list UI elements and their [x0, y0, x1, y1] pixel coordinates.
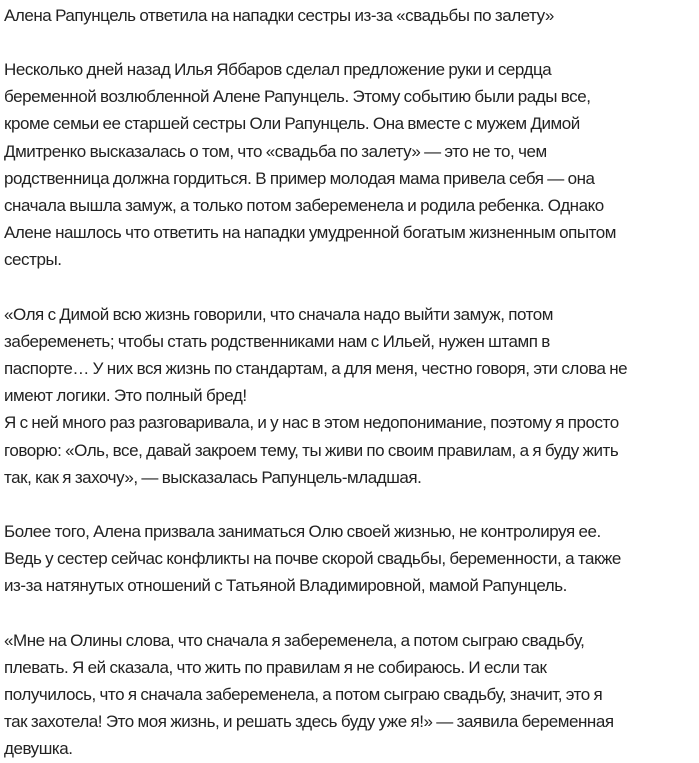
paragraph-2-quote [4, 301, 699, 491]
spacer [4, 274, 699, 301]
text-line: имеют логики. Это полный бред! [4, 386, 247, 406]
text-line: девушка. [4, 739, 73, 759]
text-line: родственница должна гордиться. В пример молодая мама привела себя — она [4, 168, 595, 188]
text-line: беременной возлюбленной Алене Рапунцель. Этому событию были рады все, [4, 87, 591, 107]
article-title: Алена Рапунцель ответила на нападки сестры из-за «свадьбы по залету» [4, 6, 554, 25]
text-line: сестры. [4, 250, 62, 270]
text-line: Более того, Алена призвала заниматься Олю своей жизнью, не контролируя ее. [4, 522, 601, 542]
text-line: так захотела! Это моя жизнь, и решать здесь буду уже я!» — заявила беременная [4, 712, 614, 732]
paragraph-3 [4, 518, 699, 600]
text-line: из-за натянутых отношений с Татьяной Владимировной, мамой Рапунцель. [4, 576, 567, 596]
text-line: «Мне на Олины слова, что сначала я забеременела, а потом сыграю свадьбу, [4, 630, 585, 650]
paragraph-4-quote [4, 627, 699, 763]
paragraph-1 [4, 56, 699, 274]
text-line: паспорте… У них вся жизнь по стандартам, а для меня, честно говоря, эти слова не [4, 359, 628, 379]
text-line: Дмитренко высказалась о том, что «свадьба по залету» — это не то, чем [4, 141, 547, 161]
text-line: Ведь у сестер сейчас конфликты на почве скорой свадьбы, беременности, а также [4, 549, 621, 569]
text-line: «Оля с Димой всю жизнь говорили, что сначала надо выйти замуж, потом [4, 304, 554, 324]
text-line: Я с ней много раз разговаривала, и у нас в этом недопонимание, поэтому я просто [4, 413, 619, 433]
text-line: сначала вышла замуж, а только потом забеременела и родила ребенка. Однако [4, 196, 604, 216]
text-line: плевать. Я ей сказала, что жить по правилам я не собираюсь. И если так [4, 657, 547, 677]
spacer [4, 600, 699, 627]
text-line: Несколько дней назад Илья Яббаров сделал предложение руки и сердца [4, 60, 552, 79]
text-line: кроме семьи ее старшей сестры Оли Рапунцель. Она вместе с мужем Димой [4, 114, 580, 134]
text-line: так, как я захочу», — высказалась Рапунцель-младшая. [4, 467, 422, 487]
text-line: Алене нашлось что ответить на нападки умудренной богатым жизненным опытом [4, 223, 617, 243]
spacer [4, 29, 699, 56]
text-line: забеременеть; чтобы стать родственниками нам с Ильей, нужен штамп в [4, 331, 550, 351]
text-line: получилось, что я сначала забеременела, а потом сыграю свадьбу, значит, это я [4, 685, 603, 705]
text-line: говорю: «Оль, все, давай закроем тему, ты живи по своим правилам, а я буду жить [4, 440, 619, 460]
spacer [4, 491, 699, 518]
